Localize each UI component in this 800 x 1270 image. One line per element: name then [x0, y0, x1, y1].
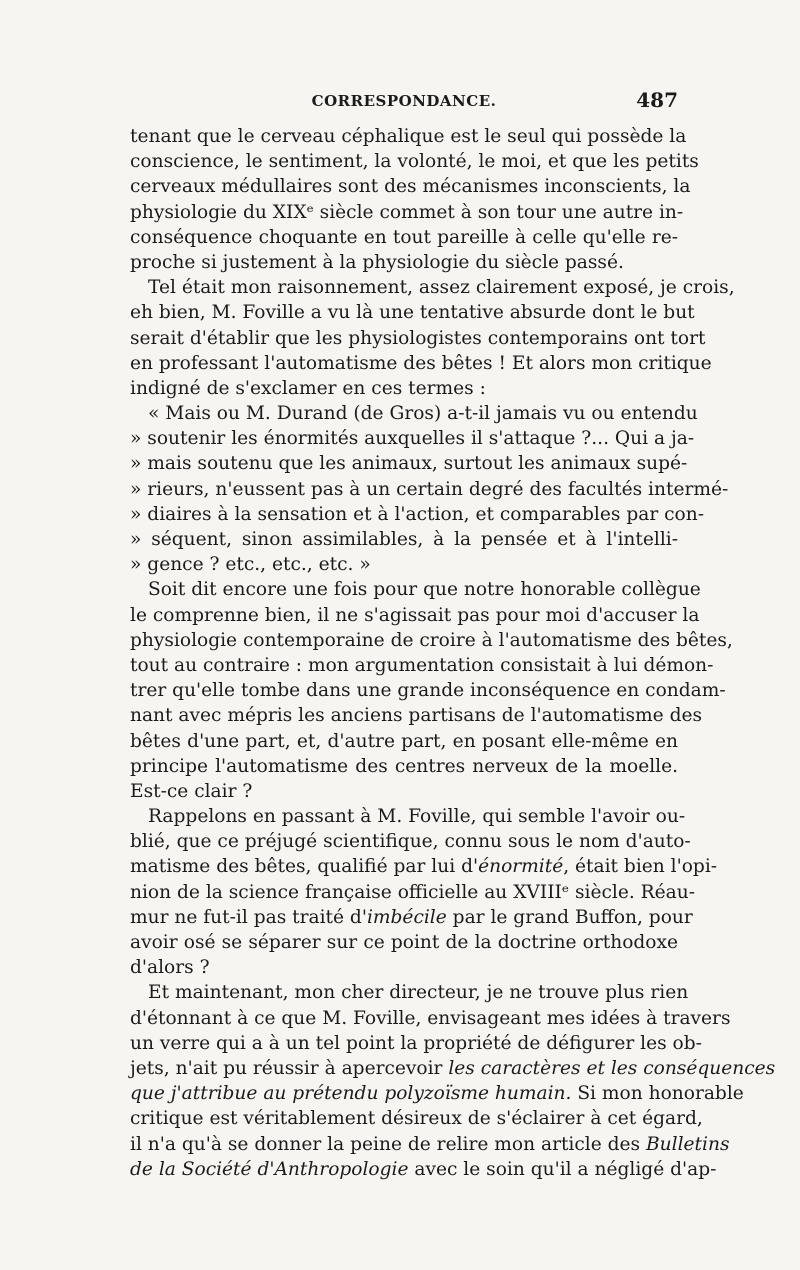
- page-header: [130, 88, 678, 118]
- text-line: [130, 250, 678, 275]
- text-line: [130, 351, 712, 376]
- running-head: CORRESPONDANCE.: [311, 92, 497, 110]
- text-run: Rappelons en passant à M. Foville, qui semble l'avoir ou-: [148, 806, 686, 828]
- text-run: avec le soin qu'il a négligé d'ap-: [408, 1158, 717, 1180]
- text-line: [130, 1006, 731, 1031]
- text-run: serait d'établir que les physiologistes contemporains ont tort: [130, 327, 706, 349]
- text-line: [130, 426, 695, 451]
- text-run: » soutenir les énormités auxquelles il s'attaque ?... Qui a ja-: [130, 428, 695, 450]
- text-line: [130, 477, 729, 502]
- text-run: indigné de s'exclamer en ces termes :: [130, 377, 486, 399]
- text-line: [130, 1157, 717, 1182]
- text-line: [130, 854, 718, 879]
- text-run: nion de la science française officielle au XVIIIᵉ siècle. Réau-: [130, 881, 696, 903]
- text-run: matisme des bêtes, qualifié par lui d': [130, 856, 479, 878]
- italic-run: de la Société d'Anthropologie: [130, 1158, 409, 1180]
- italic-run: que j'attribue au prétendu polyzoïsme humain.: [130, 1083, 572, 1105]
- text-run: tout au contraire : mon argumentation consistait à lui démon-: [130, 654, 714, 676]
- text-line: [130, 174, 691, 199]
- text-run: » gence ? etc., etc., etc. »: [130, 554, 371, 576]
- text-run: le comprenne bien, il ne s'agissait pas pour moi d'accuser la: [130, 604, 700, 626]
- text-line: [130, 300, 695, 325]
- text-line: [130, 577, 701, 602]
- text-run: principe l'automatisme des centres nerveux de la moelle.: [130, 755, 678, 777]
- text-line: [130, 225, 678, 250]
- text-run: Si mon honorable: [571, 1083, 744, 1105]
- text-line: [130, 804, 686, 829]
- text-run: proche si justement à la physiologie du siècle passé.: [130, 251, 624, 273]
- text-run: , était bien l'opi-: [563, 856, 718, 878]
- text-run: Tel était mon raisonnement, assez clairement exposé, je crois,: [148, 277, 735, 299]
- text-run: jets, n'ait pu réussir à apercevoir: [130, 1057, 449, 1079]
- text-line: [130, 1056, 776, 1081]
- text-run: » diaires à la sensation et à l'action, et comparables par con-: [130, 503, 704, 525]
- text-line: [130, 980, 689, 1005]
- text-run: nant avec mépris les anciens partisans de l'automatisme des: [130, 705, 703, 727]
- text-run: trer qu'elle tombe dans une grande inconséquence en condam-: [130, 680, 726, 702]
- text-line: [130, 779, 678, 804]
- text-run: » mais soutenu que les animaux, surtout les animaux supé-: [130, 453, 688, 475]
- text-run: en professant l'automatisme des bêtes ! Et alors mon critique: [130, 352, 712, 374]
- text-line: [130, 275, 735, 300]
- text-line: [130, 1081, 744, 1106]
- text-line: [130, 603, 700, 628]
- text-line: [130, 200, 684, 225]
- text-line: [130, 703, 703, 728]
- text-line: [130, 905, 693, 930]
- page-number: 487: [636, 88, 678, 112]
- text-line: [130, 880, 696, 905]
- text-line: [130, 955, 678, 980]
- text-line: [130, 124, 687, 149]
- text-run: conséquence choquante en tout pareille à celle qu'elle re-: [130, 226, 678, 248]
- text-line: [130, 1106, 703, 1131]
- text-line: [130, 149, 699, 174]
- text-line: [130, 401, 698, 426]
- text-run: tenant que le cerveau céphalique est le seul qui possède la: [130, 126, 687, 147]
- text-line: [130, 628, 733, 653]
- text-run: mur ne fut-il pas traité d': [130, 906, 367, 928]
- text-run: » séquent, sinon assimilables, à la pensée et à l'intelli-: [130, 529, 678, 550]
- text-line: [130, 552, 678, 577]
- italic-run: les caractères et les conséquences: [448, 1057, 776, 1079]
- text-run: un verre qui a à un tel point la propriété de défigurer les ob-: [130, 1032, 702, 1054]
- text-run: d'alors ?: [130, 957, 210, 979]
- body-text: [130, 124, 776, 1182]
- text-run: conscience, le sentiment, la volonté, le moi, et que les petits: [130, 151, 699, 173]
- text-line: [130, 930, 678, 955]
- text-run: il n'a qu'à se donner la peine de relire mon article des: [130, 1133, 647, 1155]
- text-line: [130, 653, 714, 678]
- text-line: [130, 754, 678, 779]
- italic-run: énormité: [478, 856, 564, 878]
- text-run: « Mais ou M. Durand (de Gros) a-t-il jamais vu ou entendu: [148, 403, 698, 425]
- text-line: [130, 729, 678, 754]
- text-run: eh bien, M. Foville a vu là une tentative absurde dont le but: [130, 302, 695, 324]
- text-line: [130, 1132, 730, 1157]
- text-run: Et maintenant, mon cher directeur, je ne trouve plus rien: [148, 982, 689, 1004]
- text-run: par le grand Buffon, pour: [446, 906, 693, 928]
- text-run: bêtes d'une part, et, d'autre part, en posant elle-même en: [130, 730, 678, 752]
- text-run: avoir osé se séparer sur ce point de la doctrine orthodoxe: [130, 932, 678, 953]
- text-run: physiologie du XIXᵉ siècle commet à son tour une autre in-: [130, 201, 684, 223]
- text-run: d'étonnant à ce que M. Foville, envisageant mes idées à travers: [130, 1007, 731, 1029]
- text-line: [130, 829, 691, 854]
- text-run: » rieurs, n'eussent pas à un certain degré des facultés intermé-: [130, 478, 729, 500]
- italic-run: imbécile: [366, 906, 447, 928]
- text-line: [130, 326, 706, 351]
- text-line: [130, 376, 678, 401]
- text-run: blié, que ce préjugé scientifique, connu sous le nom d'auto-: [130, 831, 691, 853]
- text-line: [130, 451, 688, 476]
- text-run: Est-ce clair ?: [130, 780, 253, 802]
- text-run: physiologie contemporaine de croire à l'automatisme des bêtes,: [130, 629, 733, 651]
- text-run: critique est véritablement désireux de s'éclairer à cet égard,: [130, 1108, 703, 1130]
- text-line: [130, 678, 726, 703]
- text-run: Soit dit encore une fois pour que notre honorable collègue: [148, 579, 701, 601]
- text-line: [130, 1031, 702, 1056]
- italic-run: Bulletins: [646, 1133, 730, 1155]
- text-line: [130, 527, 678, 552]
- text-run: cerveaux médullaires sont des mécanismes inconscients, la: [130, 176, 691, 198]
- text-line: [130, 502, 704, 527]
